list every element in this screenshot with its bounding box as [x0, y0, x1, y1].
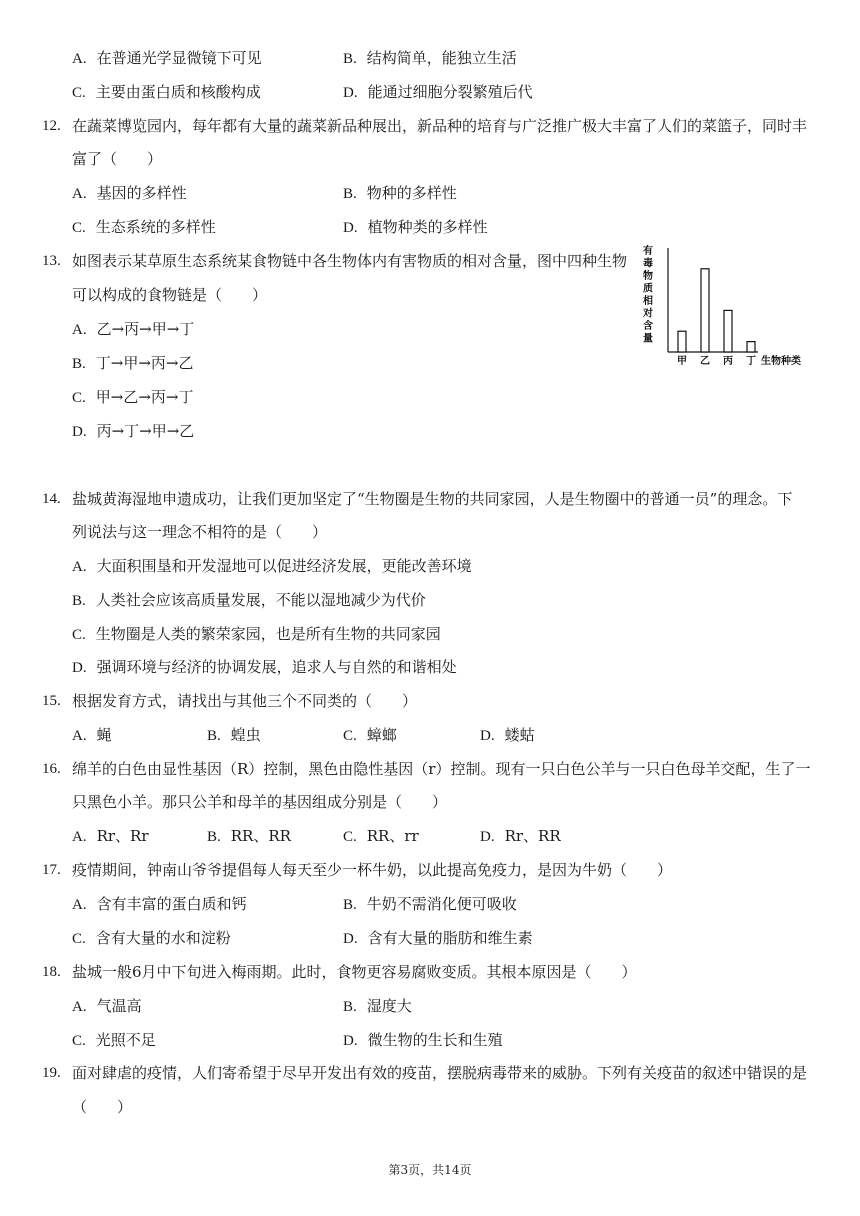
chart-y-label-char: 有 [643, 246, 653, 257]
q13-option-d: D. 丙→丁→甲→乙 [72, 422, 195, 440]
q15-option-a: A. 蝇 [72, 726, 112, 744]
q18-option-c: C. 光照不足 [72, 1031, 156, 1049]
q18-option-a: A. 气温高 [72, 997, 142, 1015]
q16-stem-line2: 只黑色小羊。那只公羊和母羊的基因组成分别是（ ） [72, 793, 448, 811]
q19-stem-line2: （ ） [72, 1098, 133, 1116]
q13-option-b: B. 丁→甲→丙→乙 [72, 354, 194, 372]
chart-y-label-char: 质 [643, 283, 653, 295]
q14-option-d: D. 强调环境与经济的协调发展，追求人与自然的和谐相处 [72, 658, 457, 676]
q15-number: 15. [42, 693, 61, 709]
q13-bar-chart [640, 240, 820, 370]
q12-option-b: B. 物种的多样性 [343, 184, 457, 202]
q17-number: 17. [42, 862, 61, 878]
chart-bar-4 [747, 342, 755, 352]
q13-stem-line2: 可以构成的食物链是（ ） [72, 286, 268, 304]
q17-option-a: A. 含有丰富的蛋白质和钙 [72, 895, 247, 913]
q12-option-a: A. 基因的多样性 [72, 184, 187, 202]
chart-bar-3 [724, 310, 732, 352]
q11-option-c: C. 主要由蛋白质和核酸构成 [72, 83, 261, 101]
q16-stem-line1: 绵羊的白色由显性基因（R）控制，黑色由隐性基因（r）控制。现有一只白色公羊与一只白色母羊交配，生了一 [72, 760, 811, 778]
q19-stem-line1: 面对肆虐的疫情，人们寄希望于尽早开发出有效的疫苗，摆脱病毒带来的威胁。下列有关疫苗的叙述中错误的是 [72, 1064, 808, 1082]
chart-y-label-char: 毒 [643, 258, 653, 270]
q19-number: 19. [42, 1065, 61, 1081]
q14-option-a: A. 大面积围垦和开发湿地可以促进经济发展，更能改善环境 [72, 557, 472, 575]
q18-option-b: B. 湿度大 [343, 997, 412, 1015]
q12-stem-line2: 富了（ ） [72, 150, 163, 168]
q18-number: 18. [42, 964, 61, 980]
chart-category-label: 丁 [746, 356, 756, 367]
chart-y-axis-label [642, 244, 653, 345]
q16-option-b: B. RR、RR [207, 827, 291, 845]
chart-bar-2 [701, 269, 709, 352]
q12-number: 12. [42, 118, 61, 134]
chart-y-label-char: 量 [643, 333, 653, 345]
chart-category-label: 甲 [677, 356, 687, 367]
q11-option-d: D. 能通过细胞分裂繁殖后代 [343, 83, 533, 101]
q16-number: 16. [42, 761, 61, 777]
chart-y-label-char: 物 [643, 271, 653, 282]
q15-option-d: D. 蝼蛄 [480, 726, 535, 744]
q17-option-b: B. 牛奶不需消化便可吸收 [343, 895, 517, 913]
q11-option-b: B. 结构简单，能独立生活 [343, 49, 517, 67]
chart-category-label: 丙 [723, 356, 733, 367]
q18-stem-line1: 盐城一般6月中下旬进入梅雨期。此时，食物更容易腐败变质。其根本原因是（ ） [72, 963, 637, 981]
q12-stem-line1: 在蔬菜博览园内，每年都有大量的蔬菜新品种展出，新品种的培育与广泛推广极大丰富了人们的菜篮子，同时丰 [72, 117, 808, 135]
q13-number: 13. [42, 253, 61, 269]
chart-y-label-char: 对 [643, 308, 653, 320]
q15-option-b: B. 蝗虫 [207, 726, 261, 744]
q18-option-d: D. 微生物的生长和生殖 [343, 1031, 503, 1049]
q13-stem-line1: 如图表示某草原生态系统某食物链中各生物体内有害物质的相对含量，图中四种生物 [72, 252, 628, 270]
chart-category-label: 乙 [700, 356, 710, 367]
q17-stem-line1: 疫情期间，钟南山爷爷提倡每人每天至少一杯牛奶，以此提高免疫力，是因为牛奶（ ） [72, 861, 673, 879]
q16-option-d: D. Rr、RR [480, 827, 561, 845]
q13-option-a: A. 乙→丙→甲→丁 [72, 320, 195, 338]
q17-option-c: C. 含有大量的水和淀粉 [72, 929, 231, 947]
q16-option-c: C. RR、rr [343, 827, 419, 845]
q12-option-c: C. 生态系统的多样性 [72, 218, 216, 236]
chart-y-label-char: 相 [643, 296, 653, 307]
q17-option-d: D. 含有大量的脂肪和维生素 [343, 929, 533, 947]
page-number-footer: 第3页，共14页 [388, 1163, 472, 1177]
q14-stem-line1: 盐城黄海湿地申遗成功，让我们更加坚定了“生物圈是生物的共同家园，人是生物圈中的普通一员”的理念。下 [72, 490, 793, 508]
chart-bar-1 [678, 331, 686, 352]
q13-option-c: C. 甲→乙→丙→丁 [72, 388, 194, 406]
q16-option-a: A. Rr、Rr [72, 827, 149, 845]
chart-y-label-char: 含 [643, 321, 653, 332]
q14-option-b: B. 人类社会应该高质量发展，不能以湿地减少为代价 [72, 591, 426, 609]
q15-stem-line1: 根据发育方式，请找出与其他三个不同类的（ ） [72, 692, 418, 710]
q14-option-c: C. 生物圈是人类的繁荣家园，也是所有生物的共同家园 [72, 625, 441, 643]
q14-number: 14. [42, 491, 61, 507]
q15-option-c: C. 蟑螂 [343, 726, 397, 744]
q12-option-d: D. 植物种类的多样性 [343, 218, 488, 236]
q11-option-a: A. 在普通光学显微镜下可见 [72, 49, 262, 67]
chart-x-axis-label: 生物种类 [761, 356, 801, 367]
q14-stem-line2: 列说法与这一理念不相符的是（ ） [72, 523, 328, 541]
